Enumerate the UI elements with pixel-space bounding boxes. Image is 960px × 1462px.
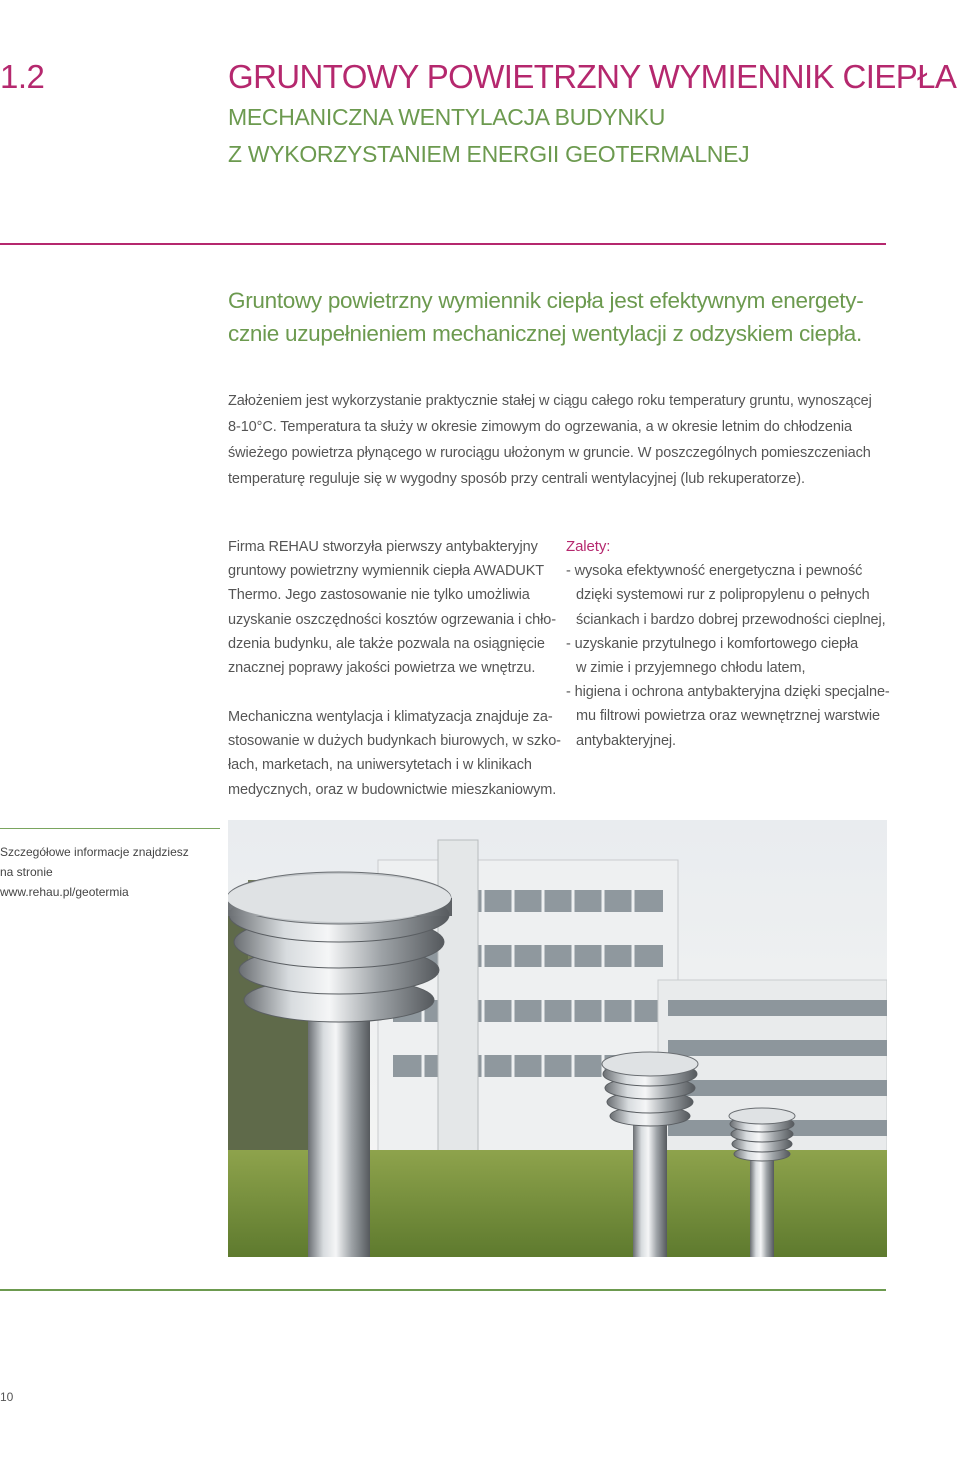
applications-paragraph: [228, 705, 561, 802]
text-line: Mechaniczna wentylacja i klimatyzacja znajduje za-: [228, 709, 553, 725]
advantage-line: - uzyskanie przytulnego i komfortowego ciepła: [566, 635, 859, 652]
page-title: GRUNTOWY POWIETRZNY WYMIENNIK CIEPŁA: [228, 58, 957, 95]
advantage-line: w zimie i przyjemnego chłodu latem,: [576, 660, 806, 677]
intro-line: świeżego powietrza płynącego w rurociągu ułożonym w gruncie. W poszczególnych pomieszczeniach: [228, 445, 871, 461]
page-number: 10: [0, 1390, 14, 1404]
page-subtitle-line-1: MECHANICZNA WENTYLACJA BUDYNKU: [228, 104, 666, 130]
advantages-list: [566, 535, 890, 753]
air-intake-photo: [228, 820, 887, 1257]
advantage-line: - wysoka efektywność energetyczna i pewność: [566, 563, 863, 580]
lead-paragraph: [228, 284, 888, 350]
text-line: uzyskanie oszczędności kosztów ogrzewania i chło-: [228, 611, 556, 628]
page-subtitle-line-2: Z WYKORZYSTANIEM ENERGII GEOTERMALNEJ: [228, 141, 750, 167]
text-line: stosowanie w dużych budynkach biurowych, w szko-: [228, 733, 561, 750]
advantage-line: - higiena i ochrona antybakteryjna dzięki specjalne-: [566, 684, 890, 701]
text-line: Firma REHAU stworzyła pierwszy antybakteryjny: [228, 539, 538, 555]
intro-paragraph: [228, 388, 878, 492]
lead-line: cznie uzupełnieniem mechanicznej wentylacji z odzyskiem ciepła.: [228, 321, 862, 346]
sidenote-line: na stronie: [0, 865, 53, 879]
advantages-heading: Zalety:: [566, 538, 611, 555]
sidenote-line: Szczegółowe informacje znajdziesz: [0, 845, 189, 859]
text-line: gruntowy powietrzny wymiennik ciepła AWADUKT: [228, 563, 545, 580]
section-number: 1.2: [0, 58, 45, 95]
intro-line: temperaturę reguluje się w wygodny sposób przy centrali wentylacyjnej (lub rekuperatorze).: [228, 471, 805, 487]
bottom-divider: [0, 1289, 886, 1291]
top-divider: [0, 243, 886, 245]
rehau-paragraph: [228, 535, 556, 680]
advantage-line: mu filtrowi powietrza oraz wewnętrznej warstwie: [576, 708, 880, 725]
text-line: znacznej poprawy jakości powietrza we wnętrzu.: [228, 660, 536, 677]
intro-line: 8-10°C. Temperatura ta służy w okresie zimowym do ogrzewania, a w okresie letnim do chłodzenia: [228, 419, 852, 435]
air-intake-illustration: [228, 820, 887, 1257]
text-line: łach, marketach, na uniwersytetach i w klinikach: [228, 757, 532, 774]
text-line: medycznych, oraz w budownictwie mieszkaniowym.: [228, 781, 557, 798]
sidenote-divider: [0, 828, 220, 829]
sidenote-link[interactable]: www.rehau.pl/geotermia: [0, 885, 129, 899]
advantage-line: dzięki systemowi rur z polipropylenu o pełnych: [576, 587, 870, 604]
lead-line: Gruntowy powietrzny wymiennik ciepła jest efektywnym energety-: [228, 288, 864, 313]
advantage-line: antybakteryjnej.: [576, 732, 676, 749]
sidenote: [0, 842, 189, 902]
text-line: Thermo. Jego zastosowanie nie tylko umożliwia: [228, 587, 530, 604]
text-line: dzenia budynku, ale także pozwala na osiągnięcie: [228, 635, 545, 652]
advantage-line: ściankach i bardzo dobrej przewodności cieplnej,: [576, 611, 886, 628]
intro-line: Założeniem jest wykorzystanie praktycznie stałej w ciągu całego roku temperatury gruntu, wynoszącej: [228, 393, 872, 409]
